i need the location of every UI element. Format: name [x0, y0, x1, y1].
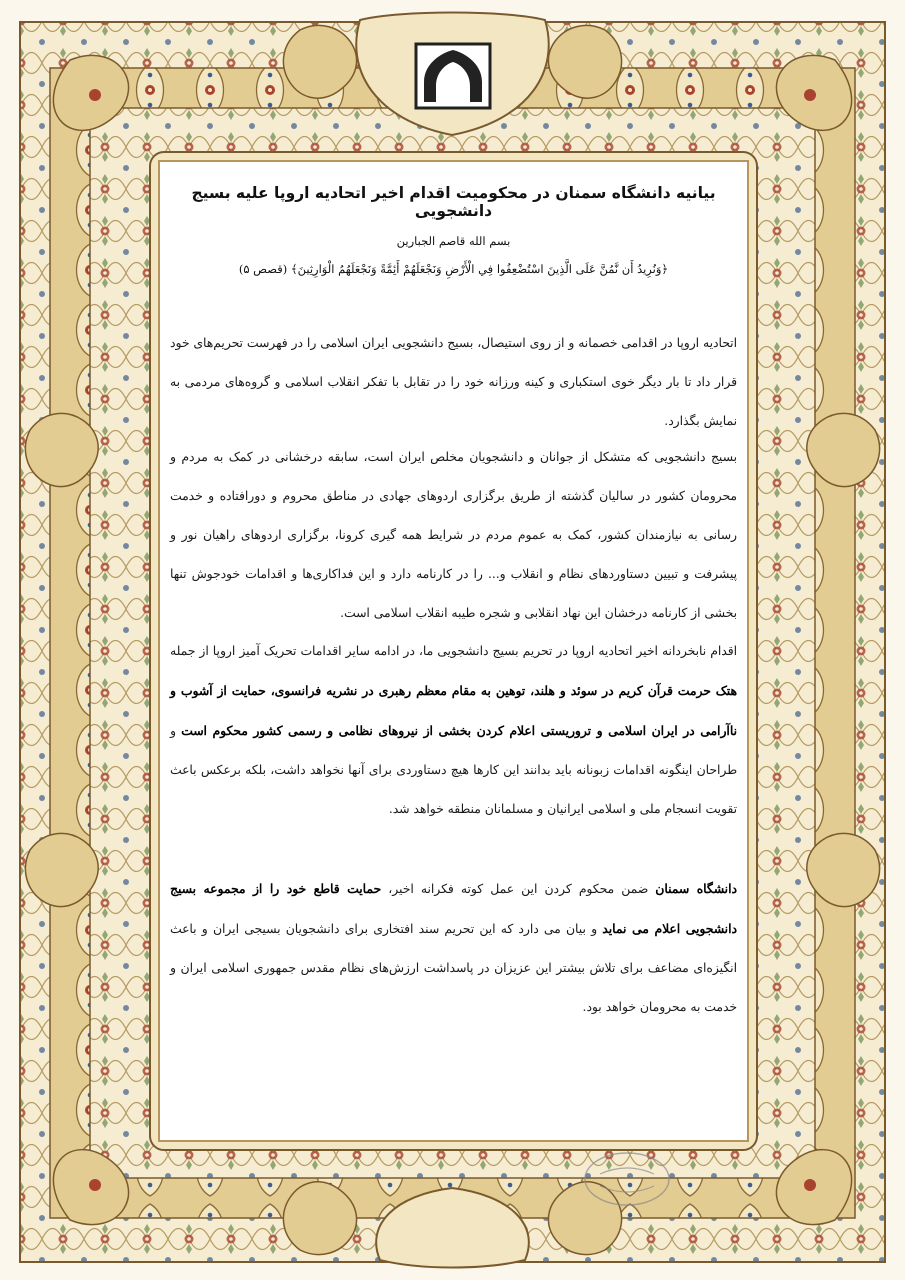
statement-content — [170, 176, 737, 1126]
paragraph-4-text-b: ضمن محکوم کردن این عمل کوته فکرانه اخیر، — [381, 882, 656, 896]
paragraph-4-university: دانشگاه سمنان — [655, 881, 737, 896]
paragraph-1: اتحادیه اروپا در اقدامی خصمانه و از روی استیصال، بسیج دانشجویی ایران اسلامی را در فهرست تحریم‌های خود قرار داد تا بار دیگر خوی استکباری و کینه ورزانه خود را در تقابل با تفکر انقلاب اسلامی و گروه‌های مردمی به نمایش بگذارد. — [170, 336, 737, 428]
paragraph-4-text-d: و بیان می دارد که این تحریم سند افتخاری برای دانشجویان بسیجی ایران و باعث انگیزه‌ای مضاعف برای تلاش بیشتر این عزیزان در پاسداشت ارزش‌های نظام مقدس جمهوری اسلامی ایران و خدمت به محرومان خواهد بود. — [170, 922, 737, 1014]
paragraph-2: بسیج دانشجویی که متشکل از جوانان و دانشجویان مخلص ایران است، سابقه درخشانی در کمک به مردم و محرومان کشور در سالیان گذشته از طریق برگزاری اردوهای جهادی در مناطق محروم و دورافتاده و خدمت رسانی به نیازمندان کشور، کمک به عموم مردم در شرایط همه گیری کرونا، برگزاری اردوهای راهیان نور و پیشرفت و تبیین دستاوردهای نظام و انقلاب و... را در کارنامه دارد و این فداکاری‌ها و اقدامات خودجوش تنها بخشی از کارنامه درخشان این نهاد انقلابی و شجره طیبه انقلاب اسلامی است. — [170, 450, 737, 620]
paragraph-3 — [170, 632, 737, 829]
paragraph-4-bold: حمایت قاطع خود را از مجموعه بسیج دانشجویی اعلام می نماید — [170, 881, 737, 936]
quran-verse: ﴿وَنُرِيدُ أَن نَّمُنَّ عَلَى الَّذِينَ اسْتُضْعِفُوا فِي الْأَرْضِ وَنَجْعَلَهُمْ أَئِمَّةً وَنَجْعَلَهُمُ الْوَارِثِينَ﴾ (قصص ۵) — [238, 262, 669, 276]
stamp-seal — [580, 1148, 675, 1210]
statement-title: بیانیه دانشگاه سمنان در محکومیت اقدام اخیر اتحادیه اروپا علیه بسیج دانشجویی — [191, 184, 716, 220]
basmala: بسم الله قاصم الجبارين — [396, 234, 511, 248]
paragraph-4 — [170, 869, 737, 1027]
paragraph-3-text-a: اقدام نابخردانه اخیر اتحادیه اروپا در تحریم بسیج دانشجویی ما، در ادامه سایر اقدامات تحریک آمیز اروپا از جمله — [170, 644, 737, 658]
paragraph-3-text-c: و طراحان اینگونه اقدامات زبونانه باید بدانند این کارها هیچ دستاوردی برای آنها نخواهد داشت، بلکه برعکس باعث تقویت انسجام ملی و اسلامی ایرانیان و مسلمانان منطقه خواهد شد. — [170, 724, 737, 816]
paragraph-3-bold: هتک حرمت قرآن کریم در سوئد و هلند، توهین به مقام معظم رهبری در نشریه فرانسوی، حمایت از آشوب و ناآرامی در ایران اسلامی و تروریستی اعلام کردن بخشی از نیروهای نظامی و رسمی کشور محکوم است — [170, 683, 737, 738]
university-logo — [414, 42, 492, 110]
